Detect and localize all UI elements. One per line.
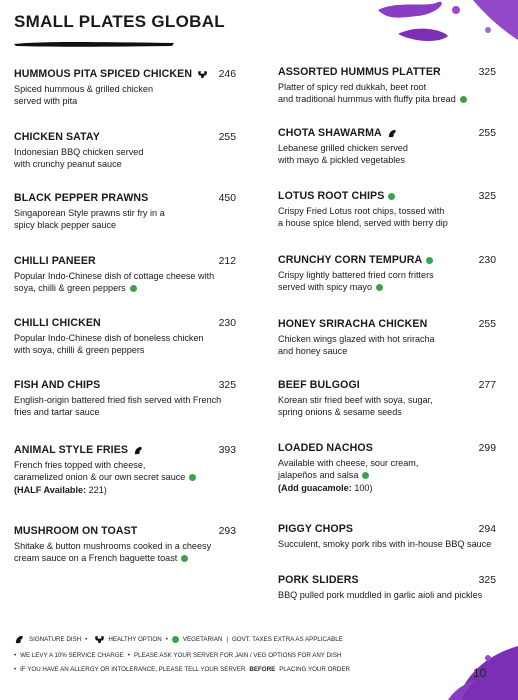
menu-item-description: Spiced hummous & grilled chicken served with pita: [14, 84, 153, 106]
menu-item-price: 325: [478, 574, 496, 586]
menu-item-description: Indonesian BBQ chicken served with crunchy peanut sauce: [14, 147, 144, 169]
healthy-option-icon: [94, 634, 105, 645]
menu-item-header: [14, 525, 236, 537]
menu-item-price: 294: [478, 523, 496, 535]
menu-item-name: LOADED NACHOS: [278, 442, 373, 454]
menu-item: [278, 190, 496, 229]
menu-item-description: Shitake & button mushrooms cooked in a cheesy cream sauce on a French baguette toast: [14, 541, 212, 563]
menu-item: [14, 444, 236, 495]
vegetarian-dot-icon: [362, 472, 369, 479]
menu-item: [14, 255, 236, 294]
brush-stroke-divider: [14, 40, 174, 48]
signature-dish-icon: [14, 634, 25, 645]
menu-item-description: Singaporean Style prawns stir fry in a spicy black pepper sauce: [14, 208, 165, 230]
menu-item-price: 230: [478, 254, 496, 266]
menu-item-header: [14, 444, 236, 456]
menu-item-price: 212: [218, 255, 236, 267]
menu-item-note: (HALF Available: 221): [14, 485, 107, 495]
allergy-text: IF YOU HAVE AN ALLERGY OR INTOLERANCE, PLEASE TELL YOUR SERVER: [20, 666, 246, 673]
menu-footer: [14, 634, 434, 680]
allergy-order-text: PLACING YOUR ORDER: [279, 666, 350, 673]
menu-item: [278, 379, 496, 418]
menu-item: [14, 131, 236, 170]
vegetarian-dot-icon: [376, 284, 383, 291]
menu-item-note: (Add guacamole: 100): [278, 483, 373, 493]
menu-item-name: CHICKEN SATAY: [14, 131, 100, 143]
menu-item-header: [278, 574, 496, 586]
menu-item-header: [14, 68, 236, 80]
signature-dish-icon: [387, 128, 398, 139]
menu-item-price: 246: [218, 68, 236, 80]
allergy-row: • IF YOU HAVE AN ALLERGY OR INTOLERANCE, PLEASE TELL YOUR SERVER BEFORE PLACING YOUR ORDER: [14, 666, 350, 673]
menu-item-description: English-origin battered fried fish served with French fries and tartar sauce: [14, 395, 222, 417]
vegetarian-dot-icon: [172, 636, 179, 643]
menu-item-name: LOTUS ROOT CHIPS: [278, 190, 395, 202]
menu-item-description: French fries topped with cheese, caramelized onion & our own secret sauce: [14, 459, 236, 483]
menu-item-description: Popular Indo-Chinese dish of boneless chicken with soya, chilli & green peppers: [14, 333, 204, 355]
allergy-before-text: BEFORE: [249, 666, 276, 673]
menu-item-header: [278, 523, 496, 535]
menu-item-name: ASSORTED HUMMUS PLATTER: [278, 66, 441, 78]
menu-item: [278, 318, 496, 357]
legend-tax-label: GOVT. TAXES EXTRA AS APPLICABLE: [231, 636, 343, 643]
legend-row: SIGNATURE DISH • HEALTHY OPTION • VEGETARIAN | GOVT. TAXES EXTRA AS APPLICABLE: [14, 634, 434, 645]
menu-item-header: [278, 442, 496, 454]
menu-item-name: BEEF BULGOGI: [278, 379, 360, 391]
menu-item-name: CRUNCHY CORN TEMPURA: [278, 254, 433, 266]
vegetarian-dot-icon: [426, 257, 433, 264]
menu-item: [278, 127, 496, 166]
menu-item: [278, 574, 496, 601]
service-charge-text: WE LEVY A 10% SERVICE CHARGE: [20, 652, 124, 659]
menu-item-header: [278, 318, 496, 330]
menu-item-header: [14, 317, 236, 329]
menu-item-description: Lebanese grilled chicken served with mayo & pickled vegetables: [278, 143, 408, 165]
menu-item: [278, 66, 496, 105]
vegetarian-dot-icon: [130, 285, 137, 292]
menu-item: [14, 68, 236, 107]
menu-item-description: Platter of spicy red dukkah, beet root and traditional hummus with fluffy pita bread: [278, 81, 496, 105]
menu-item-description: Crispy lightly battered fried corn fritters served with spicy mayo: [278, 270, 434, 292]
menu-item-description: Popular Indo-Chinese dish of cottage cheese with soya, chilli & green peppers: [14, 271, 215, 293]
legend-signature-label: SIGNATURE DISH: [29, 636, 82, 643]
menu-item-name: CHILLI PANEER: [14, 255, 96, 267]
menu-item: [14, 317, 236, 356]
menu-item-description: Succulent, smoky pork ribs with in-house BBQ sauce: [278, 539, 492, 549]
page-number: 10: [473, 666, 487, 680]
menu-item-description: BBQ pulled pork muddled in garlic aioli and pickles: [278, 590, 483, 600]
menu-item-name: PIGGY CHOPS: [278, 523, 354, 535]
healthy-option-icon: [197, 69, 208, 80]
vegetarian-dot-icon: [189, 474, 196, 481]
menu-item: [14, 379, 236, 418]
menu-item: [278, 254, 496, 293]
page-title: SMALL PLATES GLOBAL: [14, 12, 225, 31]
menu-item-name: PORK SLIDERS: [278, 574, 359, 586]
menu-item-price: 325: [218, 379, 236, 391]
menu-item-name: MUSHROOM ON TOAST: [14, 525, 138, 537]
menu-item-header: [278, 190, 496, 202]
menu-item-header: [14, 255, 236, 267]
menu-item-price: 255: [218, 131, 236, 143]
menu-item-header: [14, 192, 236, 204]
vegetarian-dot-icon: [181, 555, 188, 562]
vegetarian-dot-icon: [460, 96, 467, 103]
menu-item-price: 450: [218, 192, 236, 204]
menu-item-name: HONEY SRIRACHA CHICKEN: [278, 318, 428, 330]
menu-item-price: 299: [478, 442, 496, 454]
menu-item-name: ANIMAL STYLE FRIES: [14, 444, 144, 456]
legend-healthy-label: HEALTHY OPTION: [108, 636, 162, 643]
menu-item-header: [278, 254, 496, 266]
menu-item-price: 325: [478, 66, 496, 78]
menu-item-header: [278, 127, 496, 139]
menu-item-header: [278, 379, 496, 391]
menu-item-name: FISH AND CHIPS: [14, 379, 101, 391]
menu-item: [14, 192, 236, 231]
menu-item-price: 255: [478, 127, 496, 139]
legend-veg-label: VEGETARIAN: [182, 636, 223, 643]
menu-item: [278, 442, 496, 493]
purple-splash-decoration: [338, 0, 518, 70]
menu-item-name: CHOTA SHAWARMA: [278, 127, 398, 139]
menu-item-price: 255: [478, 318, 496, 330]
menu-item-name: BLACK PEPPER PRAWNS: [14, 192, 149, 204]
menu-item-description: Chicken wings glazed with hot sriracha and honey sauce: [278, 334, 435, 356]
jain-veg-text: PLEASE ASK YOUR SERVER FOR JAIN / VEG OPTIONS FOR ANY DISH: [133, 652, 342, 659]
menu-item: [14, 525, 236, 564]
menu-item-price: 393: [218, 444, 236, 456]
menu-item-description: Korean stir fried beef with soya, sugar, spring onions & sesame seeds: [278, 395, 433, 417]
menu-item-description: Crispy Fried Lotus root chips, tossed with a house spice blend, served with berry dip: [278, 206, 448, 228]
menu-item: [278, 523, 496, 550]
menu-item-price: 293: [218, 525, 236, 537]
vegetarian-dot-icon: [388, 193, 395, 200]
menu-item-header: [278, 66, 496, 78]
menu-item-name: CHILLI CHICKEN: [14, 317, 101, 329]
service-charge-row: • WE LEVY A 10% SERVICE CHARGE • PLEASE ASK YOUR SERVER FOR JAIN / VEG OPTIONS FOR ANY DISH: [14, 652, 342, 659]
menu-item-description: Available with cheese, sour cream, jalapeños and salsa: [278, 458, 419, 480]
menu-item-header: [14, 131, 236, 143]
menu-item-price: 230: [218, 317, 236, 329]
menu-item-price: 325: [478, 190, 496, 202]
menu-item-name: HUMMOUS PITA SPICED CHICKEN: [14, 68, 208, 80]
signature-dish-icon: [133, 445, 144, 456]
menu-item-header: [14, 379, 236, 391]
menu-item-price: 277: [478, 379, 496, 391]
